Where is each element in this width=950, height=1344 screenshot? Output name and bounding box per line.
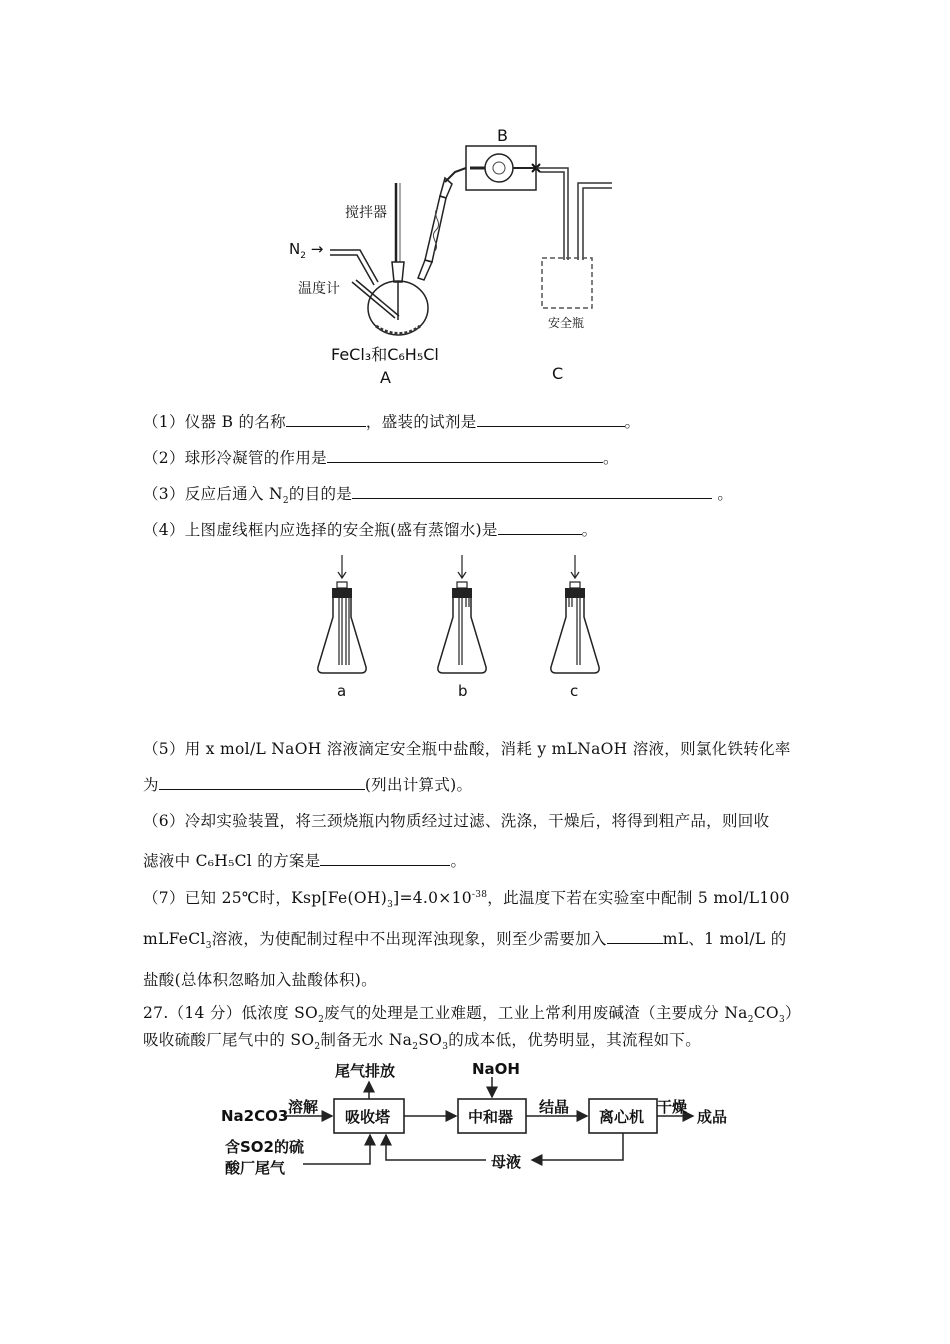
label-b: B xyxy=(497,126,508,145)
question-5-line-1: （5）用 x mol/L NaOH 溶液滴定安全瓶中盐酸，消耗 y mLNaOH 溶液，则氯化铁转化率 xyxy=(143,740,791,758)
question-6-line-2: 滤液中 C₆H₅Cl 的方案是 。 xyxy=(143,849,466,871)
na2co3-label: Na2CO3 xyxy=(221,1107,289,1125)
dry-label: 干燥 xyxy=(657,1098,688,1116)
crystallize-label: 结晶 xyxy=(539,1098,570,1116)
question-7-line-2: mLFeCl$_3$溶液，为使配制过程中不出现浑浊现象，则至少需要加入 mL、1 mol/L 的 xyxy=(143,927,787,951)
question-27-line-2: 吸收硫酸厂尾气中的 $SO_2$制备无水 $Na_2SO_3$的成本低，优势明显，其流程如下。 xyxy=(143,1031,702,1053)
naoh-label: NaOH xyxy=(472,1060,520,1078)
product-label: 成品 xyxy=(697,1108,728,1126)
question-1: （1）仪器 B 的名称 ，盛装的试剂是 。 xyxy=(143,410,640,432)
question-2: （2）球形冷凝管的作用是 。 xyxy=(143,446,619,468)
label-c: C xyxy=(552,364,564,383)
question-3: （3）反应后通入 $N_2$的目的是 。 xyxy=(143,482,733,506)
centrifuge-label: 离心机 xyxy=(599,1108,645,1126)
question-27-line-1: 27.（14 分）低浓度 $SO_2$废气的处理是工业难题，工业上常利用废碱渣（主要成分 $Na_2CO_3$） xyxy=(143,1004,801,1026)
mother-liquor-label: 母液 xyxy=(491,1153,522,1171)
dissolve-label: 溶解 xyxy=(288,1098,319,1116)
label-stirrer: 搅拌器 xyxy=(345,205,387,221)
flask-label-b: b xyxy=(458,682,468,700)
flask-label-a: a xyxy=(337,682,347,700)
absorber-label: 吸收塔 xyxy=(345,1108,391,1126)
question-7-line-3: 盐酸(总体积忽略加入盐酸体积)。 xyxy=(143,971,377,989)
so2-gas-label-line-2: 酸厂尾气 xyxy=(225,1159,286,1177)
question-7-line-1: （7）已知 25℃时，$Ksp[Fe(OH)_3]=4.0\times 10^{-38}$，此温度下若在实验室中配制 5 mol/L100 xyxy=(143,889,790,911)
flask-label-c: c xyxy=(570,682,579,700)
so2-gas-label-line-1: 含SO2的硫 xyxy=(225,1138,304,1156)
label-n2: $N_2$ → xyxy=(289,240,324,261)
label-thermometer: 温度计 xyxy=(298,281,340,297)
question-4: （4）上图虚线框内应选择的安全瓶(盛有蒸馏水)是 。 xyxy=(143,518,597,540)
tail-gas-label: 尾气排放 xyxy=(335,1062,396,1080)
label-safety-bottle: 安全瓶 xyxy=(548,316,585,330)
question-6-line-1: （6）冷却实验装置，将三颈烧瓶内物质经过过滤、洗涤，干燥后，将得到粗产品，则回收 xyxy=(143,812,770,830)
question-5-line-2: 为 (列出计算式)。 xyxy=(143,773,472,795)
label-a: A xyxy=(380,368,391,387)
neutralizer-label: 中和器 xyxy=(468,1108,514,1126)
label-reagents: FeCl₃和C₆H₅Cl xyxy=(331,345,439,364)
